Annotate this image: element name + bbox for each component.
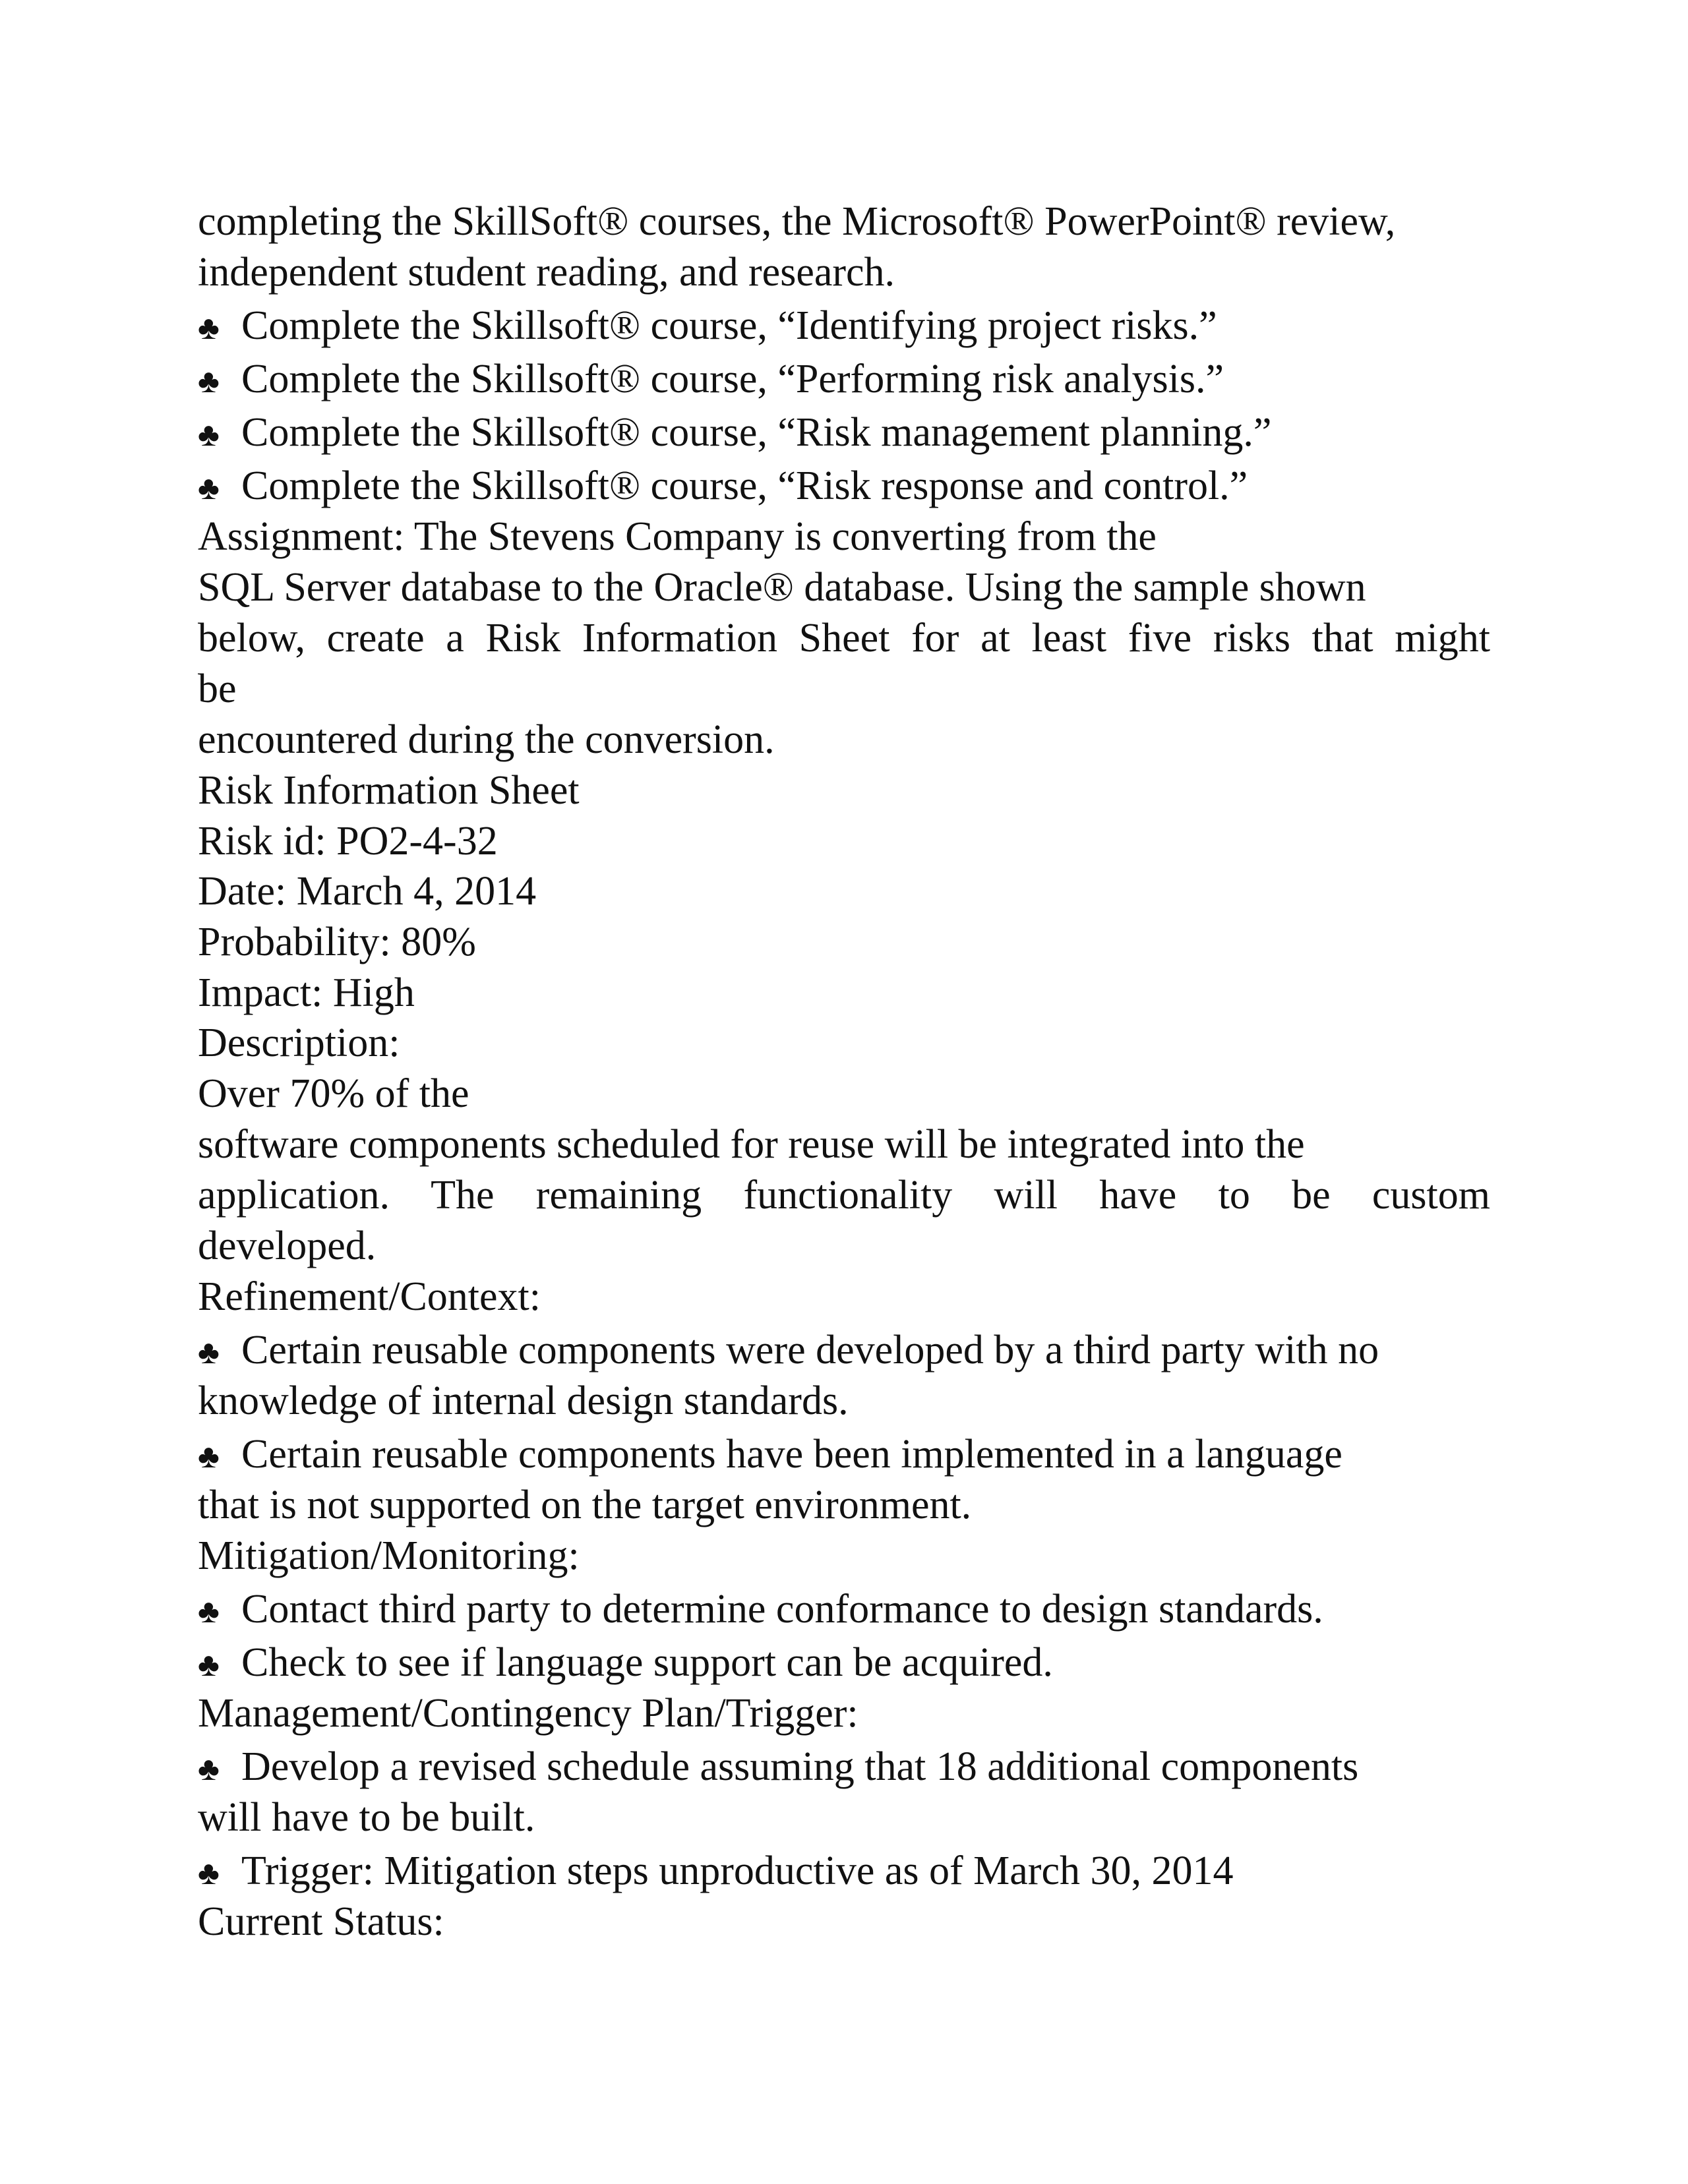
assignment-line-3: below, create a Risk Information Sheet for at least five risks that might [198,616,1490,661]
refinement-item-text: Certain reusable components were developed by a third party with no [241,1328,1379,1372]
intro-line-1: completing the SkillSoft® courses, the Microsoft® PowerPoint® review, [198,199,1396,244]
assignment-line-1: Assignment: The Stevens Company is converting from the [198,514,1157,559]
club-suit-icon: ♣ [198,416,220,453]
course-item-2 [198,355,1490,405]
club-suit-icon: ♣ [198,363,220,399]
course-item-text: Complete the Skillsoft® course, “Risk management planning.” [241,410,1272,455]
club-suit-icon: ♣ [198,309,220,346]
course-item-text: Complete the Skillsoft® course, “Identifying project risks.” [241,303,1217,348]
refinement-label: Refinement/Context: [198,1274,541,1319]
refinement-item-text: Certain reusable components have been implemented in a language [241,1432,1342,1477]
club-suit-icon: ♣ [198,1334,220,1371]
mitigation-item-text: Check to see if language support can be acquired. [241,1640,1053,1685]
mitigation-item-1 [198,1585,1490,1635]
mitigation-label: Mitigation/Monitoring: [198,1533,580,1578]
description-line-3: application. The remaining functionality will have to be custom [198,1173,1490,1218]
management-item-text: Trigger: Mitigation steps unproductive as of March 30, 2014 [241,1848,1234,1893]
risk-id: Risk id: PO2-4-32 [198,819,498,864]
description-label: Description: [198,1020,400,1065]
club-suit-icon: ♣ [198,469,220,506]
refinement-item-2-cont: that is not supported on the target environment. [198,1483,972,1527]
course-item-4 [198,462,1490,512]
description-line-4: developed. [198,1224,377,1268]
risk-impact: Impact: High [198,970,415,1015]
description-line-1: Over 70% of the [198,1071,469,1116]
management-item-text: Develop a revised schedule assuming that 18 additional components [241,1744,1359,1789]
assignment-line-5: encountered during the conversion. [198,717,775,762]
refinement-item-2 [198,1431,1490,1480]
club-suit-icon: ♣ [198,1646,220,1683]
refinement-item-1 [198,1326,1490,1376]
course-item-1 [198,302,1490,351]
course-item-text: Complete the Skillsoft® course, “Performing risk analysis.” [241,357,1224,401]
sheet-title: Risk Information Sheet [198,768,580,813]
club-suit-icon: ♣ [198,1593,220,1630]
mitigation-item-2 [198,1639,1490,1688]
status-label: Current Status: [198,1899,444,1944]
description-line-2: software components scheduled for reuse will be integrated into the [198,1122,1305,1167]
refinement-item-1-cont: knowledge of internal design standards. [198,1378,849,1423]
risk-probability: Probability: 80% [198,920,476,964]
assignment-line-2: SQL Server database to the Oracle® database. Using the sample shown [198,565,1366,610]
club-suit-icon: ♣ [198,1854,220,1891]
course-item-3 [198,409,1490,458]
club-suit-icon: ♣ [198,1438,220,1475]
course-item-text: Complete the Skillsoft® course, “Risk response and control.” [241,463,1248,508]
management-item-2 [198,1847,1490,1897]
mitigation-item-text: Contact third party to determine conformance to design standards. [241,1587,1323,1632]
intro-line-2: independent student reading, and research. [198,250,895,295]
management-item-1-cont: will have to be built. [198,1795,535,1840]
club-suit-icon: ♣ [198,1750,220,1787]
assignment-line-4: be [198,666,237,711]
management-item-1 [198,1743,1490,1792]
risk-date: Date: March 4, 2014 [198,869,537,914]
management-label: Management/Contingency Plan/Trigger: [198,1691,859,1736]
